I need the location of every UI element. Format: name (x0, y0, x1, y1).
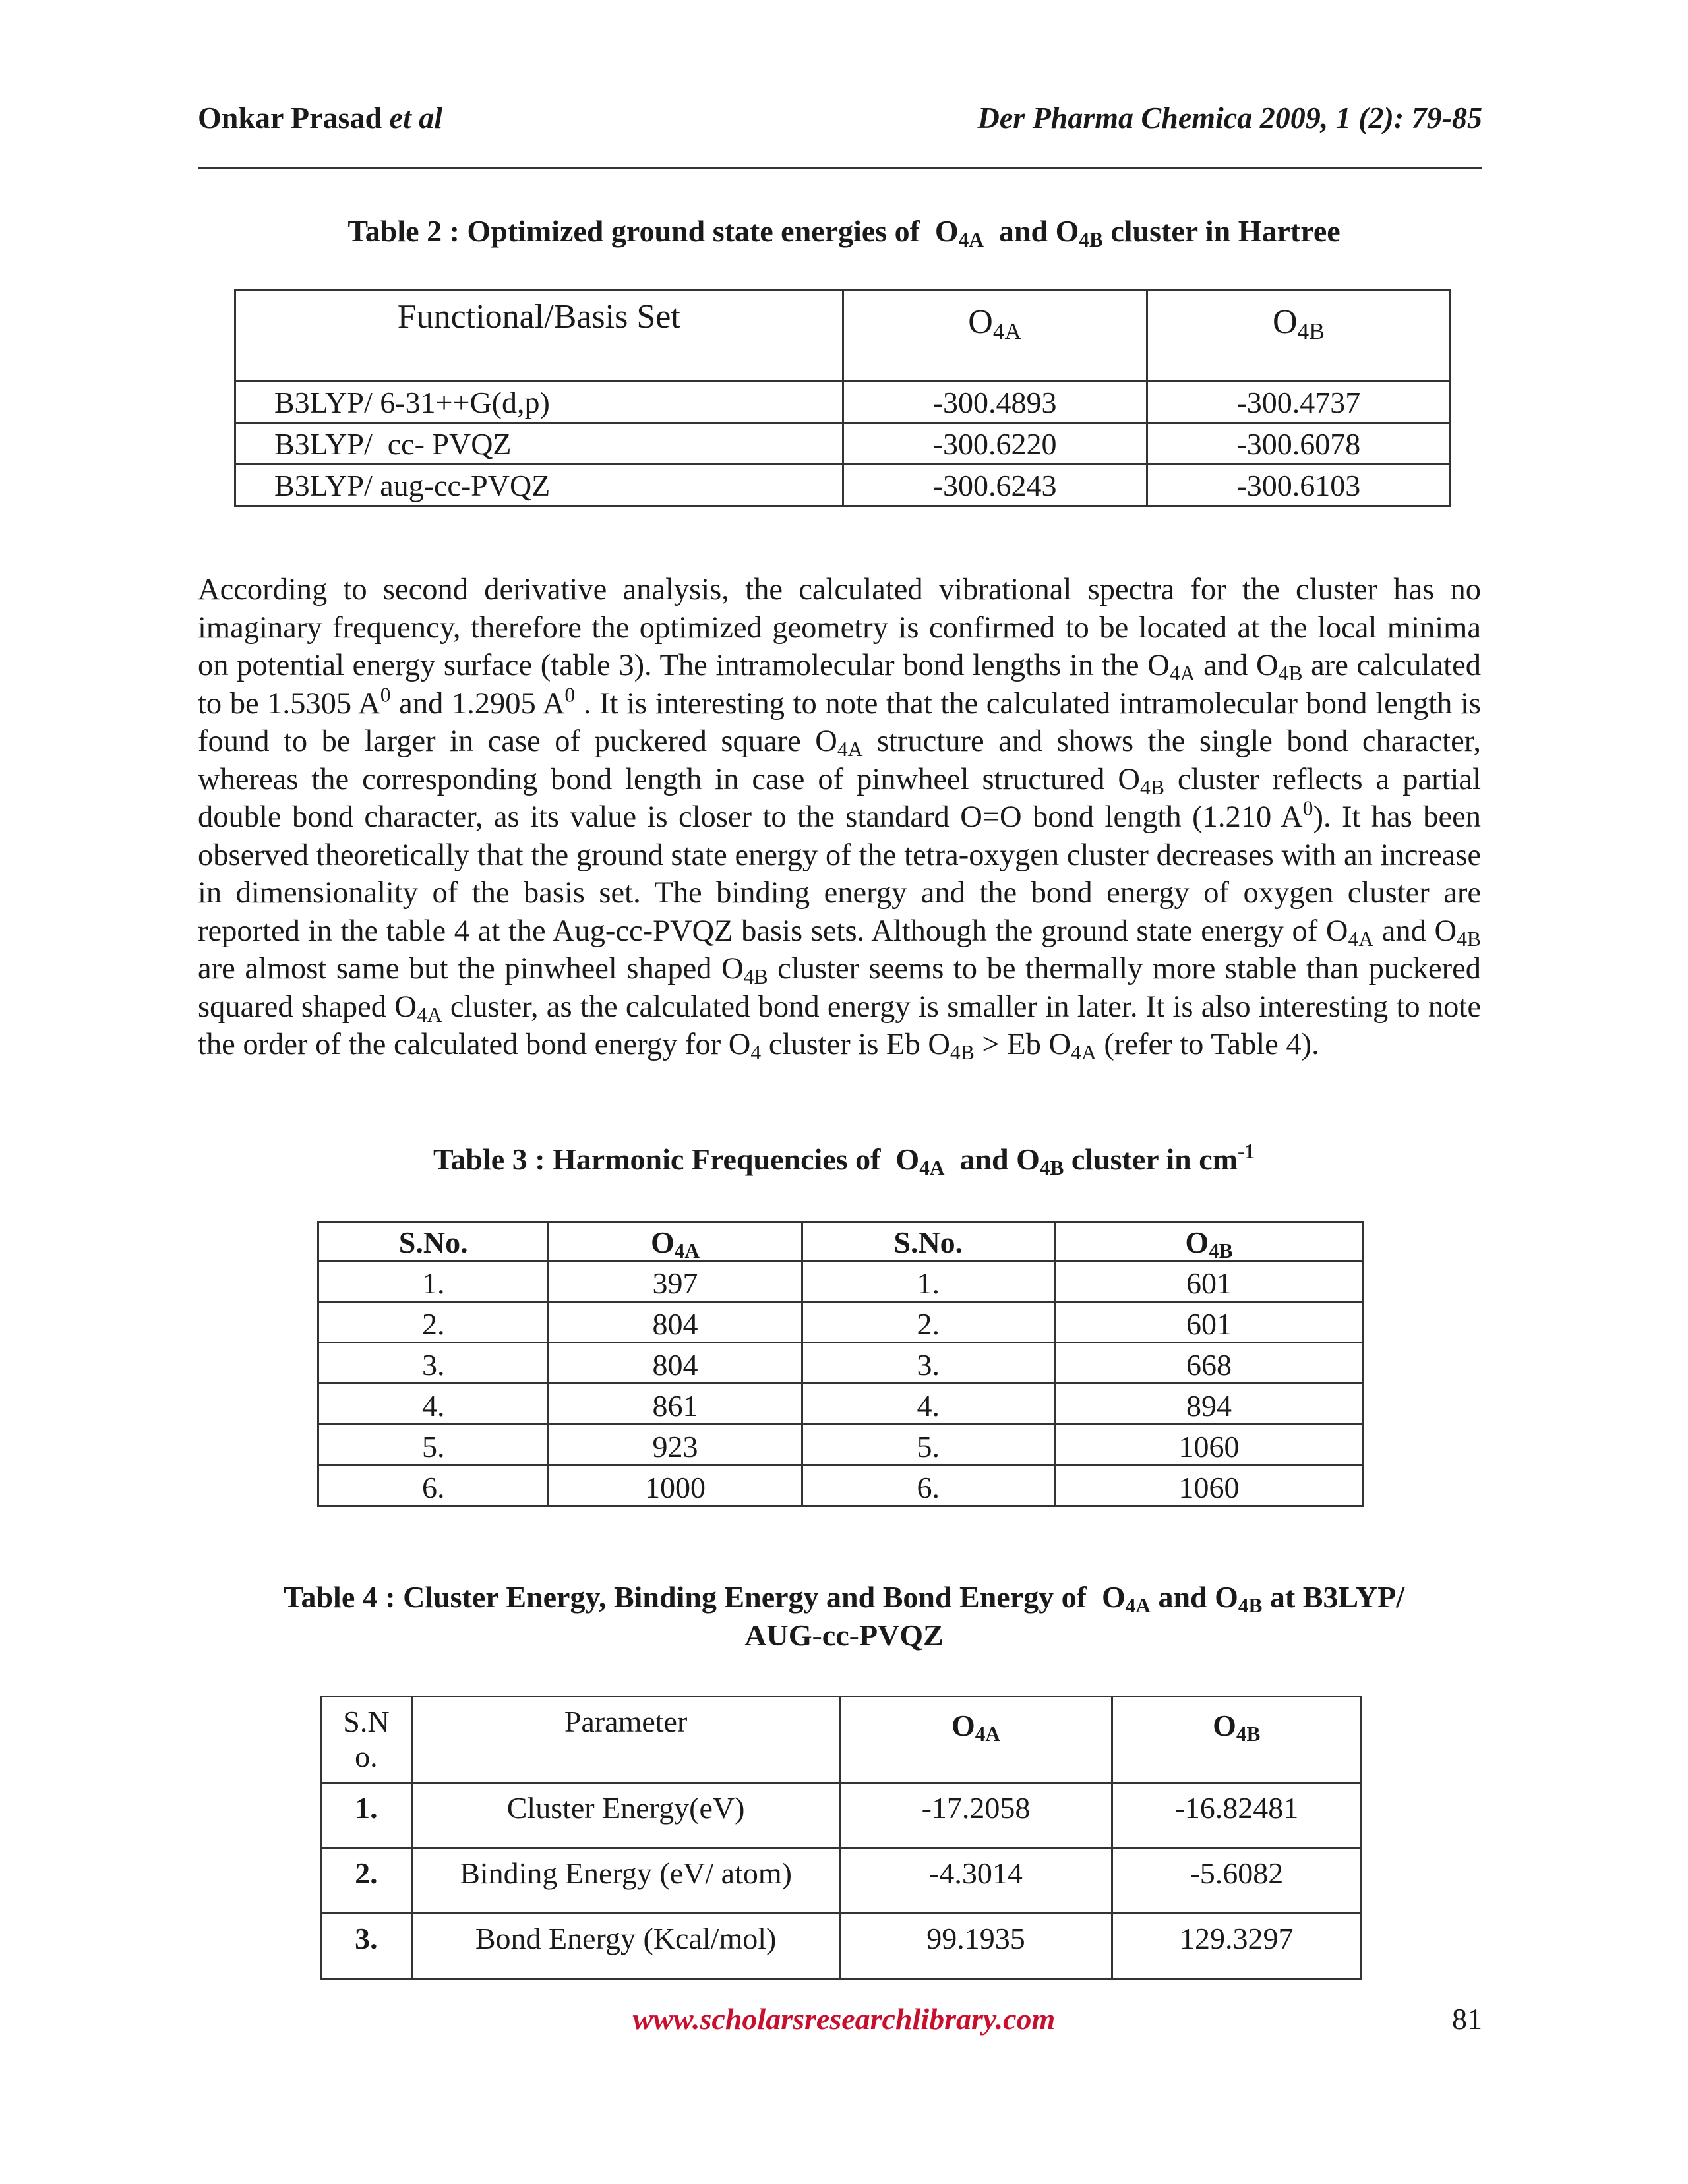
table4-caption-line2: AUG-cc-PVQZ (744, 1618, 944, 1652)
cell-o4b: 601 (1054, 1261, 1363, 1302)
running-header-authors: Onkar Prasad et al (198, 101, 443, 134)
cell-sno: 5. (802, 1425, 1054, 1465)
cell-sno: 6. (318, 1465, 549, 1506)
table4-caption-line1: Table 4 : Cluster Energy, Binding Energy and Bond Energy of $O_{4A}$ and $O_{4B}$ at B3LYP/ (284, 1580, 1404, 1617)
column-header-sno: S.No. (802, 1222, 1054, 1261)
table3-caption: Table 3 : Harmonic Frequencies of $O_{4A}$ and $O_{4B}$ cluster in $cm^{-1}$ (433, 1139, 1255, 1179)
cell-parameter: Binding Energy (eV/ atom) (411, 1848, 840, 1914)
cell-o4a: 804 (549, 1343, 802, 1384)
cell-o4b: 1060 (1054, 1425, 1363, 1465)
column-header-sno: S.N o. (321, 1697, 412, 1783)
column-header-o4a: $O_{4A}$ (843, 290, 1147, 382)
table4-cluster-energies (320, 1696, 1362, 1980)
cell-basis: B3LYP/ 6-31++G(d,p) (235, 382, 843, 423)
table-row (318, 1302, 1364, 1343)
table-row (318, 1465, 1364, 1506)
cell-sno: 2. (321, 1848, 412, 1914)
cell-sno: 2. (318, 1302, 549, 1343)
cell-sno: 1. (321, 1783, 412, 1848)
cell-o4a: -300.6220 (843, 423, 1147, 465)
column-header-o4b: $O_{4B}$ (1112, 1697, 1361, 1783)
table-header-row (235, 290, 1451, 382)
cell-sno: 1. (318, 1261, 549, 1302)
cell-o4a: 861 (549, 1384, 802, 1425)
cell-o4b: 129.3297 (1112, 1914, 1361, 1979)
column-header-parameter: Parameter (411, 1697, 840, 1783)
cell-o4b: -16.82481 (1112, 1783, 1361, 1848)
cell-o4a: -300.4893 (843, 382, 1147, 423)
cell-o4b: 601 (1054, 1302, 1363, 1343)
table-row (318, 1425, 1364, 1465)
cell-o4a: 923 (549, 1425, 802, 1465)
table-row (318, 1261, 1364, 1302)
table2-caption: Table 2 : Optimized ground state energies of $O_{4A}$ and $O_{4B}$ cluster in Hartree (347, 214, 1341, 251)
cell-sno: 3. (321, 1914, 412, 1979)
cell-basis: B3LYP/ cc- PVQZ (235, 423, 843, 465)
footer-website-link[interactable]: www.scholarsresearchlibrary.com (632, 2002, 1056, 2036)
page-number: 81 (1452, 2002, 1482, 2036)
table-row (321, 1783, 1362, 1848)
table-row (235, 465, 1451, 506)
cell-o4b: -300.6078 (1147, 423, 1450, 465)
table3-harmonic-frequencies (317, 1221, 1364, 1507)
table-row (318, 1343, 1364, 1384)
table-row (321, 1848, 1362, 1914)
cell-parameter: Bond Energy (Kcal/mol) (411, 1914, 840, 1979)
cell-sno: 4. (802, 1384, 1054, 1425)
body-paragraph: According to second derivative analysis, the calculated vibrational spectra for the cluster has no imaginary frequency, therefore the optimized geometry is confirmed to be located at the local minima on potential energy surface (table 3). The intramolecular bond lengths in the $O_{4A}$ and $O_{4B}$ are calculated to be 1.5305 $A^0$ and 1.2905 $A^0$ . It is interesting to note that the calculated intramolecular bond length is found to be larger in case of puckered square $O_{4A}$ structure and shows the single bond character, whereas the corresponding bond length in case of pinwheel structured $O_{4B}$ cluster reflects a partial double bond character, as its value is closer to the standard O=O bond length (1.210 $A^0$). It has been observed theoretically that the ground state energy of the tetra-oxygen cluster decreases with an increase in dimensionality of the basis set. The binding energy and the bond energy of oxygen cluster are reported in the table 4 at the Aug-cc-PVQZ basis sets. Although the ground state energy of $O_{4A}$ and $O_{4B}$ are almost same but the pinwheel shaped $O_{4B}$ cluster seems to be thermally more stable than puckered squared shaped $O_{4A}$ cluster, as the calculated bond energy is smaller in later. It is also interesting to note the order of the calculated bond energy for $O_4$ cluster is Eb $O_{4B} > Eb$ $O_{4A}$ (refer to Table 4). (198, 573, 1481, 1064)
table-row (235, 382, 1451, 423)
cell-sno: 5. (318, 1425, 549, 1465)
column-header-o4b: $O_{4B}$ (1054, 1222, 1363, 1261)
cell-o4a: 99.1935 (840, 1914, 1112, 1979)
column-header-sno: S.No. (318, 1222, 549, 1261)
cell-sno: 1. (802, 1261, 1054, 1302)
cell-sno: 2. (802, 1302, 1054, 1343)
column-header-o4a: $O_{4A}$ (549, 1222, 802, 1261)
header-rule (198, 167, 1482, 169)
cell-parameter: Cluster Energy(eV) (411, 1783, 840, 1848)
column-header-o4a: $O_{4A}$ (840, 1697, 1112, 1783)
cell-sno: 3. (318, 1343, 549, 1384)
cell-o4b: 1060 (1054, 1465, 1363, 1506)
cell-o4a: -300.6243 (843, 465, 1147, 506)
table-header-row (321, 1697, 1362, 1783)
table2-ground-state-energies (234, 289, 1451, 507)
cell-sno: 4. (318, 1384, 549, 1425)
table-row (318, 1384, 1364, 1425)
cell-sno: 6. (802, 1465, 1054, 1506)
table-header-row (318, 1222, 1364, 1261)
cell-o4b: 894 (1054, 1384, 1363, 1425)
cell-sno: 3. (802, 1343, 1054, 1384)
cell-o4b: -5.6082 (1112, 1848, 1361, 1914)
cell-o4a: 804 (549, 1302, 802, 1343)
table4-caption (0, 1578, 1688, 1655)
cell-o4b: -300.6103 (1147, 465, 1450, 506)
cell-o4b: -300.4737 (1147, 382, 1450, 423)
cell-o4a: -4.3014 (840, 1848, 1112, 1914)
table-row (321, 1914, 1362, 1979)
running-header-citation: Der Pharma Chemica 2009, 1 (2): 79-85 (977, 101, 1482, 134)
cell-basis: B3LYP/ aug-cc-PVQZ (235, 465, 843, 506)
cell-o4a: -17.2058 (840, 1783, 1112, 1848)
column-header-functional: Functional/Basis Set (235, 290, 843, 382)
column-header-o4b: $O_{4B}$ (1147, 290, 1450, 382)
table-row (235, 423, 1451, 465)
cell-o4b: 668 (1054, 1343, 1363, 1384)
cell-o4a: 397 (549, 1261, 802, 1302)
cell-o4a: 1000 (549, 1465, 802, 1506)
